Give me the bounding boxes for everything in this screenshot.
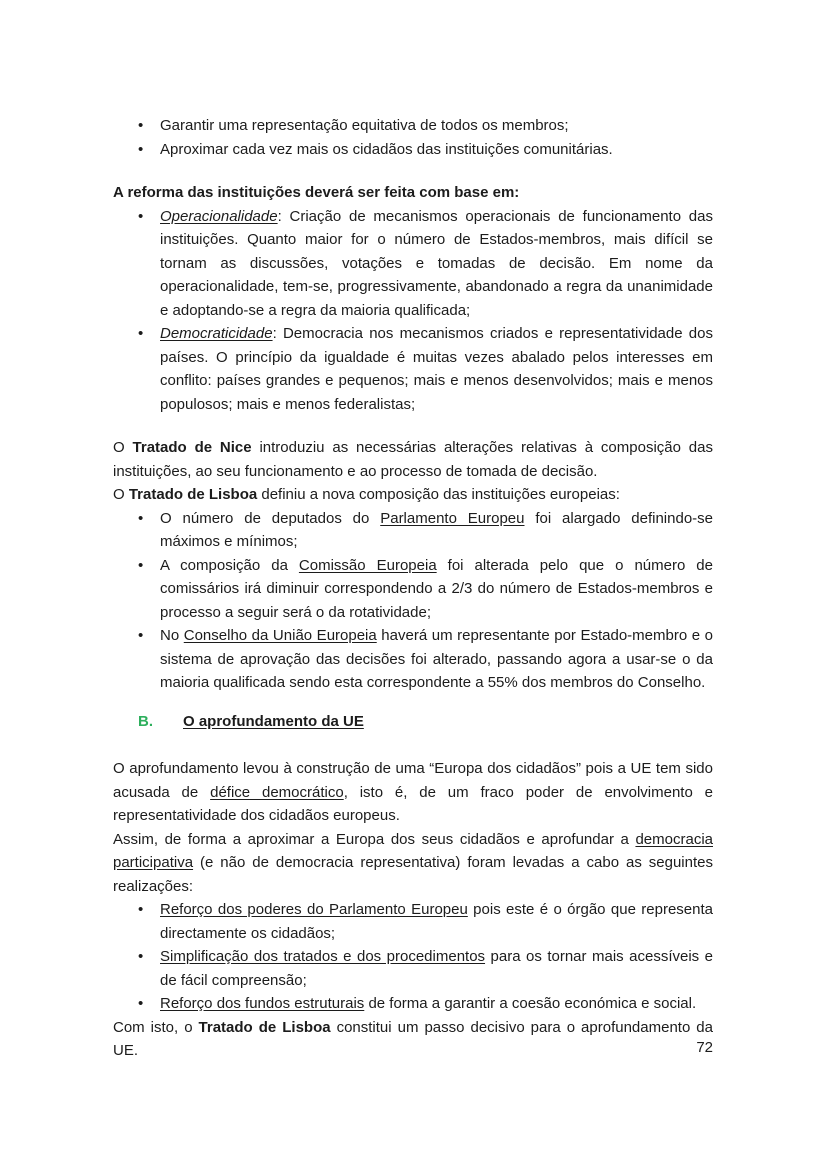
- text-run: foi alterada pelo que o número de comissários irá diminuir correspondendo a 2/3 do número de Estados-membros e processo a seguir será o da rotatividade;: [160, 556, 713, 621]
- bullet-item: [113, 992, 713, 1016]
- bullet-item: [113, 114, 713, 138]
- paragraph: [113, 1016, 713, 1063]
- bullet-item: [113, 322, 713, 416]
- page-number: 72: [696, 1039, 713, 1056]
- text-run: democracia participativa: [113, 830, 713, 871]
- bullet-list: [113, 114, 713, 161]
- text-run: O: [113, 486, 129, 503]
- text-run: Democraticidade: [160, 325, 273, 342]
- text-run: O número de deputados do: [160, 509, 381, 527]
- bullet-item: [113, 554, 713, 625]
- bullet-list: [113, 898, 713, 1016]
- bullet-list: [113, 507, 713, 695]
- text-run: Garantir uma representação equitativa de todos os membros;: [160, 117, 569, 134]
- text-run: definiu a nova composição das instituições europeias:: [257, 486, 620, 503]
- text-run: : Democracia nos mecanismos criados e representatividade dos países. O princípio da igualdade é muitas vezes abalado pelos interesses em conflito: países grandes e pequenos; mais e menos desenvolvidos; mais e menos populosos; mais e menos federalistas;: [160, 325, 713, 413]
- text-run: Comissão Europeia: [298, 556, 437, 574]
- bullet-item: [113, 507, 713, 554]
- text-run: constitui um passo decisivo para o aprofundamento da UE.: [113, 1018, 713, 1059]
- bullet-item: [113, 624, 713, 695]
- text-run: Parlamento Europeu: [380, 509, 525, 527]
- paragraph: [113, 757, 713, 828]
- text-run: Reforço dos fundos estruturais: [160, 995, 365, 1012]
- bullet-item: [113, 138, 713, 162]
- text-run: Simplificação dos tratados e dos procedimentos: [160, 948, 486, 965]
- text-run: Com isto, o: [113, 1018, 199, 1036]
- text-run: Aproximar cada vez mais os cidadãos das instituições comunitárias.: [160, 140, 613, 158]
- text-run: Conselho da União Europeia: [183, 627, 377, 644]
- bullet-item: [113, 205, 713, 323]
- bullet-list: [113, 205, 713, 417]
- paragraph: [113, 483, 713, 507]
- paragraph: [113, 436, 713, 483]
- text-run: , isto é, de um fraco poder de envolvimento e representatividade dos cidadãos europeus.: [113, 783, 714, 824]
- lettered-heading: [138, 710, 713, 734]
- text-run: : Criação de mecanismos operacionais de funcionamento das instituições. Quanto maior for o número de Estados-membros, mais difícil se tornam as discussões, votações e tomadas de decisão. Em nome da operacionalidade, tem-se, progressivamente, abandonado a regra da unanimidade e adoptando-se a regra da maioria qualificada;: [160, 207, 713, 319]
- text-run: O: [113, 439, 133, 456]
- text-run: A composição da: [160, 556, 299, 574]
- section-heading: [113, 181, 713, 205]
- text-run: de forma a garantir a coesão económica e social.: [364, 995, 697, 1012]
- text-run: (e não de democracia representativa) foram levadas a cabo as seguintes realizações:: [113, 854, 713, 895]
- text-run: introduziu as necessárias alterações relativas à composição das instituições, ao seu funcionamento e ao processo de tomada de decisão.: [113, 439, 713, 480]
- document-content: [113, 114, 713, 1063]
- text-run: Tratado de Lisboa: [198, 1018, 331, 1036]
- text-run: Tratado de Lisboa: [128, 486, 258, 503]
- text-run: No: [160, 627, 184, 644]
- text-run: para os tornar mais acessíveis e de fácil compreensão;: [160, 948, 713, 989]
- text-run: défice democrático: [210, 783, 344, 801]
- bullet-item: [113, 898, 713, 945]
- text-run: A reforma das instituições deverá ser feita com base em:: [113, 184, 520, 201]
- spacer: [113, 416, 713, 436]
- text-run: pois este é o órgão que representa directamente os cidadãos;: [160, 901, 713, 942]
- text-run: haverá um representante por Estado-membro e o sistema de aprovação das decisões foi alterado, passando agora a usar-se o da maioria qualificada sendo esta correspondente a 55% dos membros do Conselho.: [160, 627, 713, 691]
- spacer: [113, 161, 713, 181]
- text-run: Operacionalidade: [160, 207, 278, 225]
- text-run: foi alargado definindo-se máximos e mínimos;: [160, 509, 714, 550]
- heading-letter: B.: [138, 712, 153, 730]
- text-run: Assim, de forma a aproximar a Europa dos seus cidadãos e aprofundar a: [113, 830, 636, 848]
- heading-title: O aprofundamento da UE: [183, 712, 364, 730]
- bullet-item: [113, 945, 713, 992]
- text-run: Tratado de Nice: [132, 439, 252, 456]
- text-run: O aprofundamento levou à construção de uma “Europa dos cidadãos” pois a UE tem sido acusada de: [113, 760, 713, 801]
- spacer: [113, 733, 713, 757]
- spacer: [113, 695, 713, 710]
- paragraph: [113, 828, 713, 899]
- text-run: Reforço dos poderes do Parlamento Europeu: [160, 901, 468, 918]
